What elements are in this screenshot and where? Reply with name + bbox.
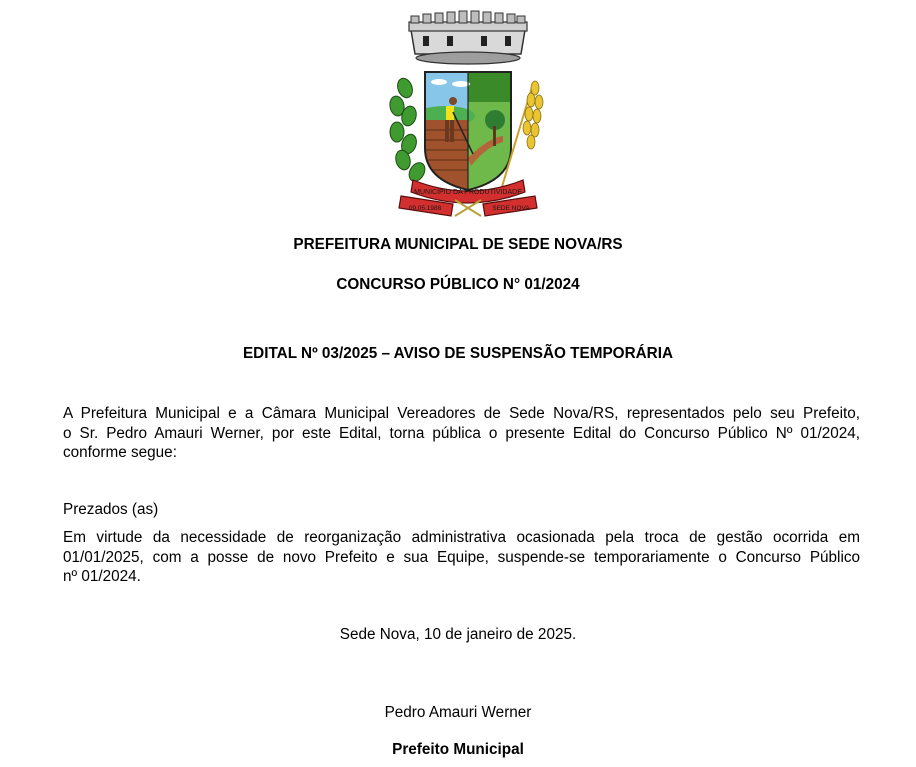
notice-line: Em virtude da necessidade de reorganização administrativa ocasionada pela troca de gestão ocorrida em: [63, 529, 860, 546]
signatory-title: Prefeito Municipal: [392, 741, 524, 758]
institution-heading: PREFEITURA MUNICIPAL DE SEDE NOVA/RS: [293, 236, 623, 253]
notice-line: 01/01/2025, com a posse de novo Prefeito e sua Equipe, suspende-se temporariamente o Concurso Público: [63, 548, 860, 566]
notice-line: nº 01/2024.: [63, 568, 141, 585]
edict-title: EDITAL Nº 03/2025 – AVISO DE SUSPENSÃO TEMPORÁRIA: [242, 345, 674, 362]
place-date: Sede Nova, 10 de janeiro de 2025.: [339, 626, 577, 643]
coat-of-arms-emblem: [383, 8, 553, 218]
signatory-name: Pedro Amauri Werner: [384, 704, 532, 721]
intro-line: o Sr. Pedro Amauri Werner, por este Edital, torna pública o presente Edital do Concurso Público Nº 01/2024,: [63, 424, 860, 442]
shield-icon: [415, 72, 511, 192]
intro-line: A Prefeitura Municipal e a Câmara Municipal Vereadores de Sede Nova/RS, representados pelo seu Prefeito,: [63, 405, 860, 422]
greeting-text: Prezados (as): [63, 501, 159, 518]
intro-line: conforme segue:: [63, 444, 177, 461]
notice-paragraph: [63, 528, 860, 587]
mural-crown-icon: [409, 11, 527, 64]
intro-paragraph: [63, 404, 860, 463]
svg-text:09.05.1988: 09.05.1988: [408, 205, 442, 212]
contest-heading: CONCURSO PÚBLICO N° 01/2024: [336, 276, 580, 293]
leaf-branch-icon: [388, 76, 428, 184]
svg-text:MUNICÍPIO DA PRODUTIVIDADE: MUNICÍPIO DA PRODUTIVIDADE: [414, 189, 522, 196]
greeting: [63, 500, 860, 520]
svg-text:SEDE NOVA: SEDE NOVA: [492, 205, 530, 212]
